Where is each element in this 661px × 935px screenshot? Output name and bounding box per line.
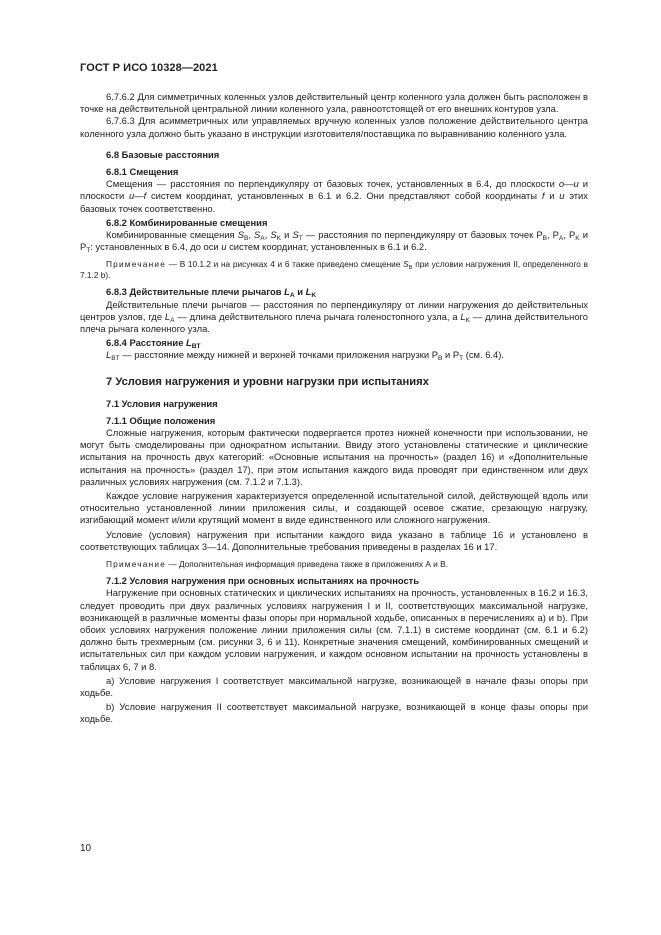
subsection-heading-6-8-4: 6.8.4 Расстояние $L_{BT}$ (106, 337, 201, 351)
paragraph-7-1-1-a: Сложные нагружения, которым фактически подвергается протез нижней конечности при использовании, не могут быть смоделированы при однократном испытании. Ввиду этого установлены статические и циклические испытания на прочность двух категорий: «Основные испытания на прочность» (раздел 16) и «Дополнительные испытания на прочность» (раздел 17), при этом испытания каждого вида проводят при единственном или двух различных условиях нагружения (см. 7.1.2 и 7.1.3). (80, 427, 588, 487)
paragraph-6-7-6-3: 6.7.6.3 Для асимметричных или управляемых вручную коленных узлов положение действительного центра коленного узла должно быть указано в инструкции изготовителя/поставщика по выравниванию коленного узла. (80, 115, 588, 139)
section-heading-7-1: 7.1 Условия нагружения (106, 397, 218, 409)
note-appendices: Примечание — Дополнительная информация приведена также в приложениях А и В. (106, 559, 448, 570)
subsection-heading-6-8-1: 6.8.1 Смещения (106, 166, 179, 178)
paragraph-6-8-4: $L_{BT}$ — расстояние между нижней и верхней точками приложения нагрузки $P_B$ и $P_T$ (см. 6.4). (106, 349, 504, 363)
page-number: 10 (80, 843, 92, 854)
paragraph-6-8-2: Комбинированные смещения $S_B$, $S_A$, $S_K$ и $S_T$ — расстояния по перпендикуляру от базовых точек $P_B$, $P_A$, $P_K$ и $P_T$: установленных в 6.4, до оси u систем координат, установленных в 6.1 и 6.2. (80, 229, 588, 255)
subsection-heading-7-1-1: 7.1.1 Общие положения (106, 414, 216, 426)
subsection-heading-6-8-2: 6.8.2 Комбинированные смещения (106, 216, 268, 228)
chapter-heading-7: 7 Условия нагружения и уровни нагрузки при испытаниях (106, 375, 429, 388)
section-heading-6-8: 6.8 Базовые расстояния (106, 148, 220, 160)
document-header: ГОСТ Р ИСО 10328—2021 (80, 62, 218, 74)
document-body (80, 91, 588, 726)
subsection-heading-6-8-3: 6.8.3 Действительные плечи рычагов $L_A$ и $L_K$ (106, 286, 317, 300)
paragraph-6-8-3: Действительные плечи рычагов — расстояния по перпендикуляру от линии нагружения до действительных центров узлов, где $L_A$ — длина действительного плеча рычага голеностопного узла, а $L_K$ — длина действительного плеча рычага коленного узла. (80, 298, 588, 335)
paragraph-7-1-1-c: Условие (условия) нагружения при испытании каждого вида указано в таблице 16 и установлено в соответствующих таблицах 3—14. Дополнительные требования приведены в разделах 16 и 17. (80, 528, 588, 552)
note-offset-sb: Примечание — В 10.1.2 и на рисунках 4 и 6 также приведено смещение $S_B$ при условии нагружения II, определенного в 7.1.2 b). (80, 259, 588, 281)
paragraph-6-8-1: Смещения — расстояния по перпендикуляру от базовых точек, установленных в 6.4, до плоскости o—u и плоскости u—f систем координат, установленных в 6.1 и 6.2. Они представляют собой координаты f и u этих базовых точек соответственно. (80, 178, 589, 214)
paragraph-6-7-6-2: 6.7.6.2 Для симметричных коленных узлов действительный центр коленного узла должен быть расположен в точке на действительной центральной линии коленного узла, равноотстоящей от его внешних контуров узла. (80, 91, 588, 115)
paragraph-7-1-2-b: а) Условие нагружения I соответствует максимальной нагрузке, возникающей в начале фазы опоры при ходьбе. (80, 674, 588, 698)
paragraph-7-1-1-b: Каждое условие нагружения характеризуется определенной испытательной силой, действующей вдоль или относительно установленной линии приложения силы, и создающей осевое сжатие, срезающую нагрузку, изгибающий момент и/или крутящий момент в виде единственного или сложного нагружения. (80, 490, 588, 526)
subsection-heading-7-1-2: 7.1.2 Условия нагружения при основных испытаниях на прочность (106, 575, 420, 587)
paragraph-7-1-2-c: b) Условие нагружения II соответствует максимальной нагрузке, возникающей в конце фазы опоры при ходьбе. (80, 701, 588, 725)
paragraph-7-1-2-a: Нагружение при основных статических и циклических испытаниях на прочность, установленных в 16.2 и 16.3, следует проводить при двух различных условиях нагружения I и II, соответствующих максимальной нагрузке, возникающей в различные моменты фазы опоры при нормальной ходьбе, описанных в перечислениях а) и b). При обоих условиях нагружения положение линии приложения силы (см. 7.1.1) в системе координат (см. 6.1 и 6.2) должно быть трехмерным (см. рисунки 3, 6 и 11). Конкретные значения смещений, комбинированных смещений и испытательных сил при каждом условии нагружения, и каждом основном испытании на прочность установлены в таблицах 6, 7 и 8. (80, 587, 588, 672)
